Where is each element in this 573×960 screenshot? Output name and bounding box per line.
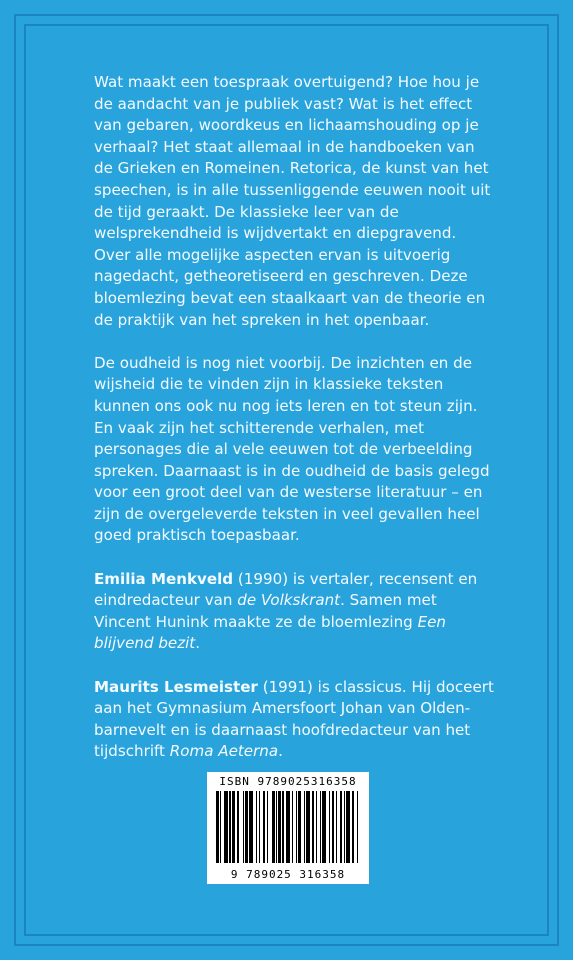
bio-text: (1990) is vertaler, recensent en eindredacteur van [94,569,478,610]
bio-text: . [278,742,283,761]
blurb-paragraph-2: De oudheid is nog niet voorbij. De inzichten en de wijsheid die te vinden zijn in klassieke teksten kunnen ons ook nu nog iets leren en tot steun zijn. En vaak zijn het schitterende verhalen, met personages die al vele eeuwen tot de verbeelding spreken. Daarnaast is in de oudheid de basis gelegd voor een groot deel van de westerse literatuur – en zijn de overgeleverde teksten in veel gevallen heel goed praktisch toepasbaar. [94,353,490,545]
barcode-bar [358,791,359,863]
bio-text: . [195,634,201,653]
bio-italic: Een blijvend bezit [94,612,446,653]
barcode-bars [216,791,360,863]
bio-italic: de Volkskrant [237,591,341,610]
author-name: Emilia Menkveld [94,569,234,588]
blurb-paragraph-1: Wat maakt een toespraak overtuigend? Hoe hou je de aandacht van je publiek vast? Wat is het effect van gebaren, woordkeus en lichaamshouding op je verhaal? Het staat allemaal in de handboeken van de Grieken en Romeinen. Retorica, de kunst van het speechen, is in alle tussenliggende eeuwen nooit uit de tijd geraakt. De klassieke leer van de welsprekendheid is wijdvertakt en diepgravend. Over alle mogelijke aspecten ervan is uitvoerig nagedacht, getheoretiseerd en geschreven. Deze bloemlezing bevat een staalkaart van de theorie en de praktijk van het spreken in het openbaar. [94,73,491,329]
bio-text: . Samen met Vincent Hunink maakte ze de bloemlezing [94,591,437,631]
bio-text: (1991) is classicus. Hij doceert aan het Gymnasium Amersfoort Johan van Olden-barnevelt en is daarnaast hoofdredacteur van het tijdschrift [94,677,494,761]
back-cover-text [94,72,494,785]
author-bio-2 [94,677,494,763]
author-bio-1 [94,569,494,655]
barcode-digits: 9 789025 316358 [230,868,346,881]
bio-italic: Roma Aeterna [169,742,279,761]
isbn-label: ISBN 9789025316358 [219,775,357,788]
barcode [207,772,369,884]
author-name: Maurits Lesmeister [94,677,258,696]
